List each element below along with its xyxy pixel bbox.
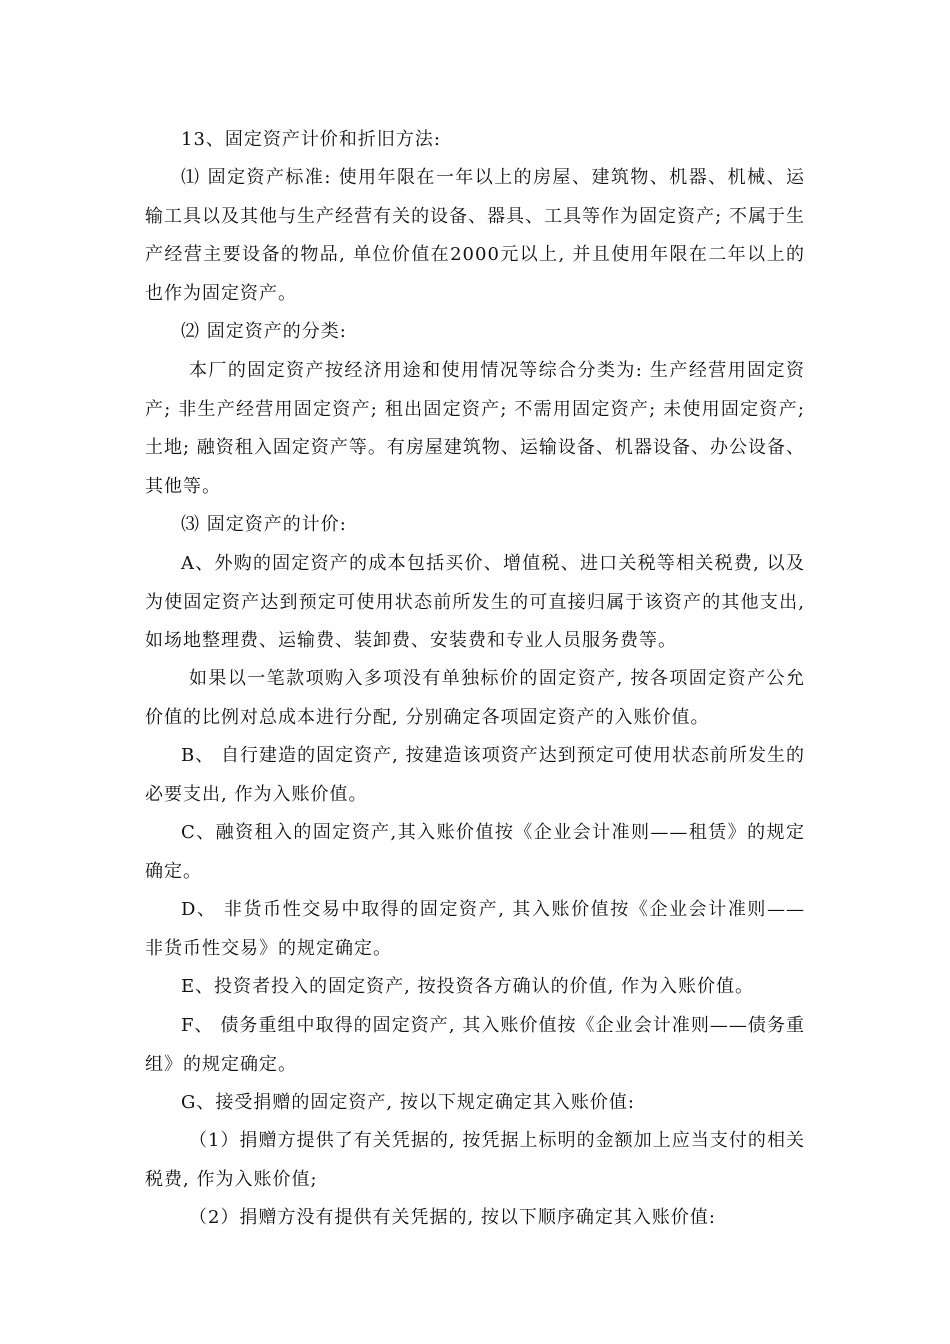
paragraph-classification-heading: ⑵ 固定资产的分类: <box>181 321 347 342</box>
paragraph-item-c: C、融资租入的固定资产,其入账价值按《企业会计准则——租赁》的规定确定。 <box>145 822 805 882</box>
paragraph-classification: 本厂的固定资产按经济用途和使用情况等综合分类为: 生产经营用固定资产; 非生产经营用固定资产; 租出固定资产; 不需用固定资产; 未使用固定资产; 土地; 融资租入固定资产等。有房屋建筑物、运输设备、机器设备、办公设备、其他等。 <box>145 360 805 497</box>
paragraph-item-g: G、接受捐赠的固定资产, 按以下规定确定其入账价值: <box>181 1092 635 1113</box>
paragraph-item-e: E、投资者投入的固定资产, 按投资各方确认的价值, 作为入账价值。 <box>181 976 755 997</box>
paragraph-item-f: F、 债务重组中取得的固定资产, 其入账价值按《企业会计准则——债务重组》的规定确定。 <box>145 1015 805 1075</box>
paragraph-item-d: D、 非货币性交易中取得的固定资产, 其入账价值按《企业会计准则——非货币性交易》的规定确定。 <box>145 899 805 959</box>
paragraph-lump-sum: 如果以一笔款项购入多项没有单独标价的固定资产, 按各项固定资产公允价值的比例对总成本进行分配, 分别确定各项固定资产的入账价值。 <box>145 668 805 728</box>
paragraph-valuation-heading: ⑶ 固定资产的计价: <box>181 514 347 535</box>
paragraph-item-a: A、外购的固定资产的成本包括买价、增值税、进口关税等相关税费, 以及为使固定资产达到预定可使用状态前所发生的可直接归属于该资产的其他支出, 如场地整理费、运输费、装卸费、安装费和专业人员服务费等。 <box>145 553 805 651</box>
paragraph-donation-1: （1）捐赠方提供了有关凭据的, 按凭据上标明的金额加上应当支付的相关税费, 作为入账价值; <box>145 1130 805 1190</box>
paragraph-donation-2: （2）捐赠方没有提供有关凭据的, 按以下顺序确定其入账价值: <box>189 1207 716 1228</box>
section-heading: 13、固定资产计价和折旧方法: <box>181 129 441 150</box>
paragraph-item-b: B、 自行建造的固定资产, 按建造该项资产达到预定可使用状态前所发生的必要支出, 作为入账价值。 <box>145 745 805 805</box>
paragraph-fixed-asset-standard: ⑴ 固定资产标准: 使用年限在一年以上的房屋、建筑物、机器、机械、运输工具以及其他与生产经营有关的设备、器具、工具等作为固定资产; 不属于生产经营主要设备的物品, 单位价值在2000元以上, 并且使用年限在二年以上的也作为固定资产。 <box>145 167 805 304</box>
